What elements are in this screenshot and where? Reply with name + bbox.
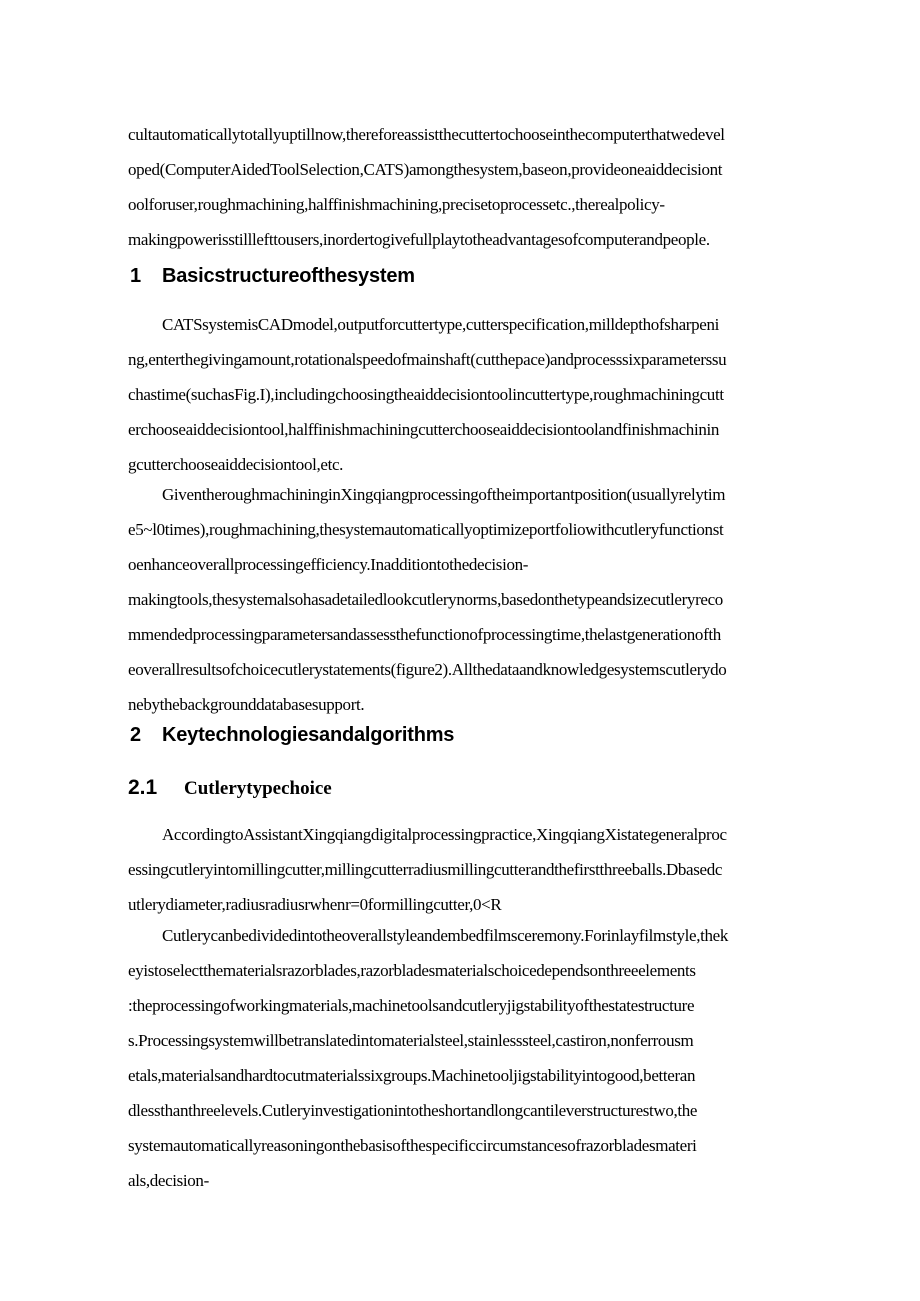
section-2-1-number: 2.1	[128, 776, 158, 799]
text-line: mmendedprocessingparametersandassessthefunctionofprocessingtime,thelastgenerationofth	[128, 625, 721, 644]
text-line: systemautomaticallyreasoningonthebasisofthespecificcircumstancesofrazorbladesmateri	[128, 1136, 697, 1155]
text-line: AccordingtoAssistantXingqiangdigitalprocessingpractice,XingqiangXistategeneralproc	[162, 825, 727, 844]
text-line: :theprocessingofworkingmaterials,machinetoolsandcutleryjigstabilityofthestatestructure	[128, 996, 695, 1015]
text-line: oped(ComputerAidedToolSelection,CATS)amongthesystem,baseon,provideoneaiddecisiont	[128, 160, 723, 179]
text-line: nebythebackgrounddatabasesupport.	[128, 695, 365, 714]
text-line: essingcutleryintomillingcutter,millingcutterradiusmillingcutterandthefirstthreeballs.Dbasedc	[128, 860, 723, 879]
text-line: utlerydiameter,radiusradiusrwhenr=0formillingcutter,0<R	[128, 895, 502, 914]
text-line: chastime(suchasFig.I),includingchoosingtheaiddecisiontoolincuttertype,roughmachiningcutt	[128, 385, 724, 404]
section-2-1-title: Cutlerytypechoice	[184, 778, 332, 799]
intro-paragraph	[128, 117, 822, 257]
text-line: als,decision-	[128, 1171, 209, 1190]
text-line: makingtools,thesystemalsohasadetailedlookcutlerynorms,basedonthetypeandsizecutleryreco	[128, 590, 723, 609]
text-line: cultautomaticallytotallyuptillnow,thereforeassistthecuttertochooseinthecomputerthatwedevel	[128, 125, 725, 144]
text-line: eoverallresultsofchoicecutlerystatements(figure2).Allthedataandknowledgesystemscutlerydo	[128, 660, 727, 679]
section-2-heading	[130, 720, 454, 750]
section-2-number: 2	[130, 724, 141, 746]
text-line: CATSsystemisCADmodel,outputforcuttertype,cutterspecification,milldepthofsharpeni	[162, 315, 719, 334]
text-line: dlessthanthreelevels.Cutleryinvestigationintotheshortandlongcantileverstructurestwo,the	[128, 1101, 698, 1120]
section-1-heading	[130, 261, 415, 291]
text-line: s.Processingsystemwillbetranslatedintomaterialsteel,stainlesssteel,castiron,nonferrousm	[128, 1031, 694, 1050]
section-2-1-paragraph-1	[128, 817, 822, 922]
text-line: makingpowerisstilllefttousers,inordertogivefullplaytotheadvantagesofcomputerandpeople.	[128, 230, 710, 249]
section-1-paragraph-1	[128, 307, 822, 482]
section-2-1-heading	[128, 773, 332, 803]
text-line: erchooseaiddecisiontool,halffinishmachiningcutterchooseaiddecisiontoolandfinishmachinin	[128, 420, 719, 439]
section-1-paragraph-2	[128, 477, 822, 722]
section-1-number: 1	[130, 265, 141, 287]
text-line: Cutlerycanbedividedintotheoverallstyleandembedfilmsceremony.Forinlayfilmstyle,thek	[162, 926, 728, 945]
text-line: ng,enterthegivingamount,rotationalspeedofmainshaft(cutthepace)andprocesssixparameterssu	[128, 350, 727, 369]
text-line: eyistoselectthematerialsrazorblades,razorbladesmaterialschoicedependsonthreeelements	[128, 961, 696, 980]
section-2-1-paragraph-2	[128, 918, 822, 1198]
text-line: e5~l0times),roughmachining,thesystemautomaticallyoptimizeportfoliowithcutleryfunctionst	[128, 520, 724, 539]
text-line: oenhanceoverallprocessingefficiency.Inadditiontothedecision-	[128, 555, 529, 574]
text-line: etals,materialsandhardtocutmaterialssixgroups.Machinetooljigstabilityintogood,betteran	[128, 1066, 696, 1085]
text-line: GiventheroughmachininginXingqiangprocessingoftheimportantposition(usuallyrelytim	[162, 485, 726, 504]
text-line: gcutterchooseaiddecisiontool,etc.	[128, 455, 344, 474]
section-1-title: Basicstructureofthesystem	[162, 265, 415, 287]
text-line: oolforuser,roughmachining,halffinishmachining,precisetoprocessetc.,therealpolicy-	[128, 195, 665, 214]
section-2-title: Keytechnologiesandalgorithms	[162, 724, 455, 746]
